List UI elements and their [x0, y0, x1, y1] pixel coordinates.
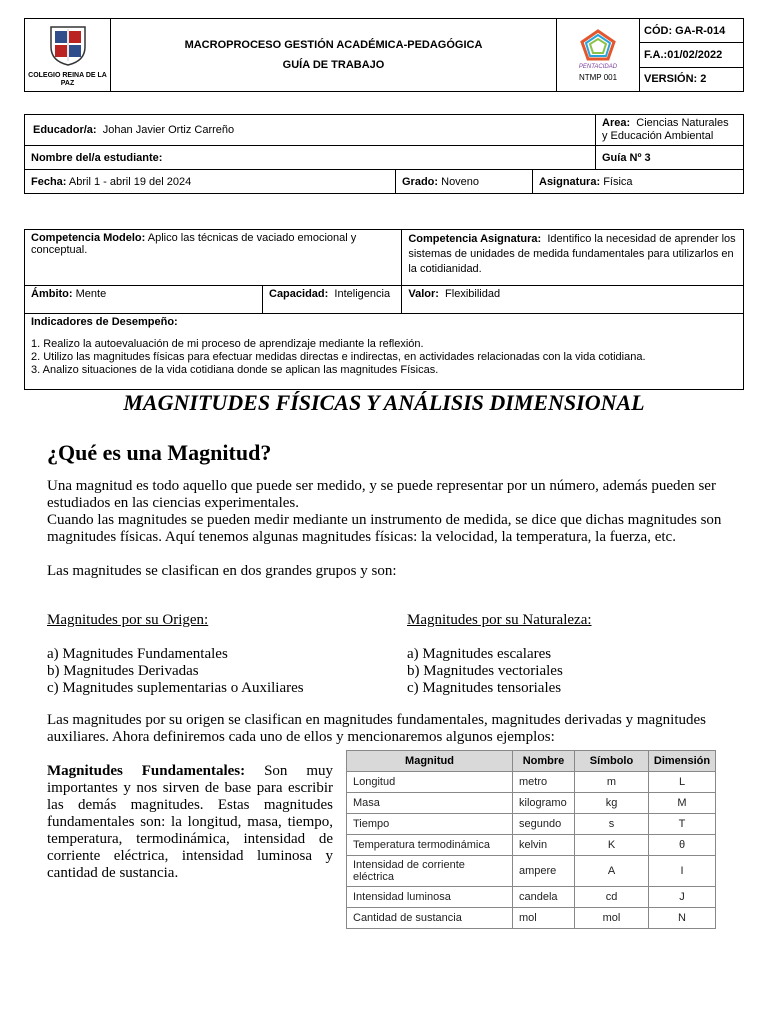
educator-label: Educador/a: — [33, 124, 97, 136]
cell-dimension: θ — [649, 835, 716, 856]
doc-version: VERSIÓN: 2 — [640, 67, 744, 91]
subject-cell — [533, 170, 744, 194]
document-header — [24, 18, 744, 92]
cell-dimension: L — [649, 772, 716, 793]
nature-list — [407, 612, 592, 697]
paragraph-definition — [47, 478, 722, 580]
fundamental-description — [47, 763, 333, 882]
student-name-label: Nombre del/a estudiante: — [25, 146, 596, 170]
value-cell — [402, 286, 744, 314]
cell-nombre: segundo — [513, 814, 575, 835]
cell-simbolo: m — [575, 772, 649, 793]
grade-label: Grado: — [402, 175, 439, 188]
cell-nombre: kelvin — [513, 835, 575, 856]
origin-item: b) Magnitudes Derivadas — [47, 663, 199, 679]
ntmp-code: NTMP 001 — [578, 72, 618, 82]
cell-nombre: ampere — [513, 856, 575, 887]
brand-name: PENTACIDAD — [578, 63, 618, 70]
indicator-item: 1. Realizo la autoevaluación de mi proceso de aprendizaje mediante la reflexión. — [31, 338, 424, 350]
indicators-cell — [25, 314, 744, 390]
origin-title: Magnitudes por su Origen: — [47, 612, 209, 628]
paragraph-4: Las magnitudes por su origen se clasifican en magnitudes fundamentales, magnitudes derivadas y magnitudes auxiliares. Ahora definiremos cada uno de ellos y mencionaremos algunos ejemplos: — [47, 712, 706, 745]
scope-label: Ámbito: — [31, 288, 73, 300]
col-header-nombre: Nombre — [513, 751, 575, 772]
table-row — [347, 772, 716, 793]
cell-simbolo: cd — [575, 887, 649, 908]
cell-simbolo: A — [575, 856, 649, 887]
paragraph-2: Cuando las magnitudes se pueden medir mediante un instrumento de medida, se dice que dichas magnitudes son magnitudes físicas. Aquí tenemos algunas magnitudes físicas: la velocidad, la temperatura, la fuerza, etc. — [47, 512, 722, 545]
paragraph-1: Una magnitud es todo aquello que puede ser medido, y se puede representar por un número, además pueden ser estudiados en las ciencias experimentales. — [47, 478, 716, 511]
cell-simbolo: s — [575, 814, 649, 835]
cell-dimension: I — [649, 856, 716, 887]
nature-item: a) Magnitudes escalares — [407, 646, 552, 662]
subject-competence-cell — [402, 230, 744, 286]
section-question: ¿Qué es una Magnitud? — [47, 440, 272, 465]
origin-item: a) Magnitudes Fundamentales — [47, 646, 228, 662]
cell-nombre: kilogramo — [513, 793, 575, 814]
table-row — [347, 835, 716, 856]
header-title-cell — [111, 19, 557, 92]
cell-simbolo: kg — [575, 793, 649, 814]
fundamental-magnitudes-table — [346, 750, 716, 929]
value-value: Flexibilidad — [445, 288, 501, 300]
value-label: Valor: — [408, 288, 439, 300]
col-header-magnitud: Magnitud — [347, 751, 513, 772]
competence-table — [24, 229, 744, 390]
capacity-cell — [263, 286, 402, 314]
subject-competence-label: Competencia Asignatura: — [408, 233, 542, 245]
brand-cell — [557, 19, 640, 92]
nature-item: c) Magnitudes tensoriales — [407, 680, 562, 696]
cell-nombre: candela — [513, 887, 575, 908]
cell-magnitud: Intensidad luminosa — [347, 887, 513, 908]
scope-cell — [25, 286, 263, 314]
page-title: MAGNITUDES FÍSICAS Y ANÁLISIS DIMENSIONAL — [123, 390, 645, 415]
grade-cell — [396, 170, 533, 194]
school-name: COLEGIO REINA DE LA PAZ — [28, 72, 107, 87]
table-header-row — [347, 751, 716, 772]
nature-item: b) Magnitudes vectoriales — [407, 663, 563, 679]
area-cell — [596, 115, 744, 146]
origin-item: c) Magnitudes suplementarias o Auxiliares — [47, 680, 304, 696]
cell-dimension: T — [649, 814, 716, 835]
table-row — [347, 856, 716, 887]
capacity-value: Inteligencia — [334, 288, 391, 300]
subject-label: Asignatura: — [539, 175, 601, 188]
cell-magnitud: Masa — [347, 793, 513, 814]
educator-cell — [25, 115, 596, 146]
model-competence-cell — [25, 230, 402, 286]
cell-simbolo: mol — [575, 908, 649, 929]
subject-competence-value: Identifico la necesidad de aprender los sistemas de unidades de medida fundamentales para utilizarlos en la cotidianidad. — [408, 233, 736, 275]
cell-magnitud: Tiempo — [347, 814, 513, 835]
cell-magnitud: Cantidad de sustancia — [347, 908, 513, 929]
table-row — [347, 908, 716, 929]
origin-list — [47, 612, 304, 697]
date-cell — [25, 170, 396, 194]
cell-magnitud: Temperatura termodinámica — [347, 835, 513, 856]
doc-type-title: GUÍA DE TRABAJO — [282, 59, 385, 71]
scope-value: Mente — [75, 288, 107, 300]
table-row — [347, 887, 716, 908]
capacity-label: Capacidad: — [269, 288, 329, 300]
fundamental-text: Son muy importantes y nos sirven de base para escribir las demás magnitudes. Estas magnitudes fundamentales son: la longitud, masa, tiempo, temperatura, termodinámica, intensidad de corriente eléctrica, intensidad luminosa y cantidad de sustancia. — [47, 763, 334, 881]
col-header-dimension: Dimensión — [649, 751, 716, 772]
doc-code: CÓD: GA-R-014 — [640, 19, 744, 43]
fundamental-label: Magnitudes Fundamentales: — [47, 763, 246, 779]
indicator-item: 3. Analizo situaciones de la vida cotidiana donde se aplican las magnitudes Físicas. — [31, 364, 439, 376]
date-label: Fecha: — [31, 175, 67, 188]
school-logo-cell — [25, 19, 111, 92]
col-header-simbolo: Símbolo — [575, 751, 649, 772]
indicators-label: Indicadores de Desempeño: — [31, 316, 178, 328]
cell-nombre: metro — [513, 772, 575, 793]
pentacidad-logo-icon — [580, 29, 616, 61]
school-crest-icon — [47, 23, 89, 67]
doc-date: F.A.:01/02/2022 — [640, 43, 744, 67]
guide-number: Guía Nº 3 — [596, 146, 744, 170]
student-info-table — [24, 114, 744, 194]
grade-value: Noveno — [441, 175, 480, 188]
cell-magnitud: Intensidad de corriente eléctrica — [347, 856, 513, 887]
model-competence-label: Competencia Modelo: — [31, 232, 146, 244]
cell-dimension: J — [649, 887, 716, 908]
cell-dimension: M — [649, 793, 716, 814]
area-value: Ciencias Naturales y Educación Ambiental — [602, 117, 729, 142]
table-row — [347, 814, 716, 835]
area-label: Area: — [602, 117, 631, 129]
cell-magnitud: Longitud — [347, 772, 513, 793]
educator-value: Johan Javier Ortiz Carreño — [102, 124, 235, 136]
paragraph-3: Las magnitudes se clasifican en dos grandes grupos y son: — [47, 563, 397, 579]
subject-value: Física — [603, 175, 633, 188]
indicator-item: 2. Utilizo las magnitudes físicas para efectuar medidas directas e indirectas, en actividades relacionadas con la vida cotidiana. — [31, 351, 646, 363]
macroprocess-title: MACROPROCESO GESTIÓN ACADÉMICA-PEDAGÓGICA — [184, 39, 483, 51]
cell-simbolo: K — [575, 835, 649, 856]
nature-title: Magnitudes por su Naturaleza: — [407, 612, 592, 628]
cell-nombre: mol — [513, 908, 575, 929]
model-competence-value: Aplico las técnicas de vaciado emocional y conceptual. — [31, 232, 357, 256]
cell-dimension: N — [649, 908, 716, 929]
date-value: Abril 1 - abril 19 del 2024 — [68, 175, 192, 188]
table-row — [347, 793, 716, 814]
